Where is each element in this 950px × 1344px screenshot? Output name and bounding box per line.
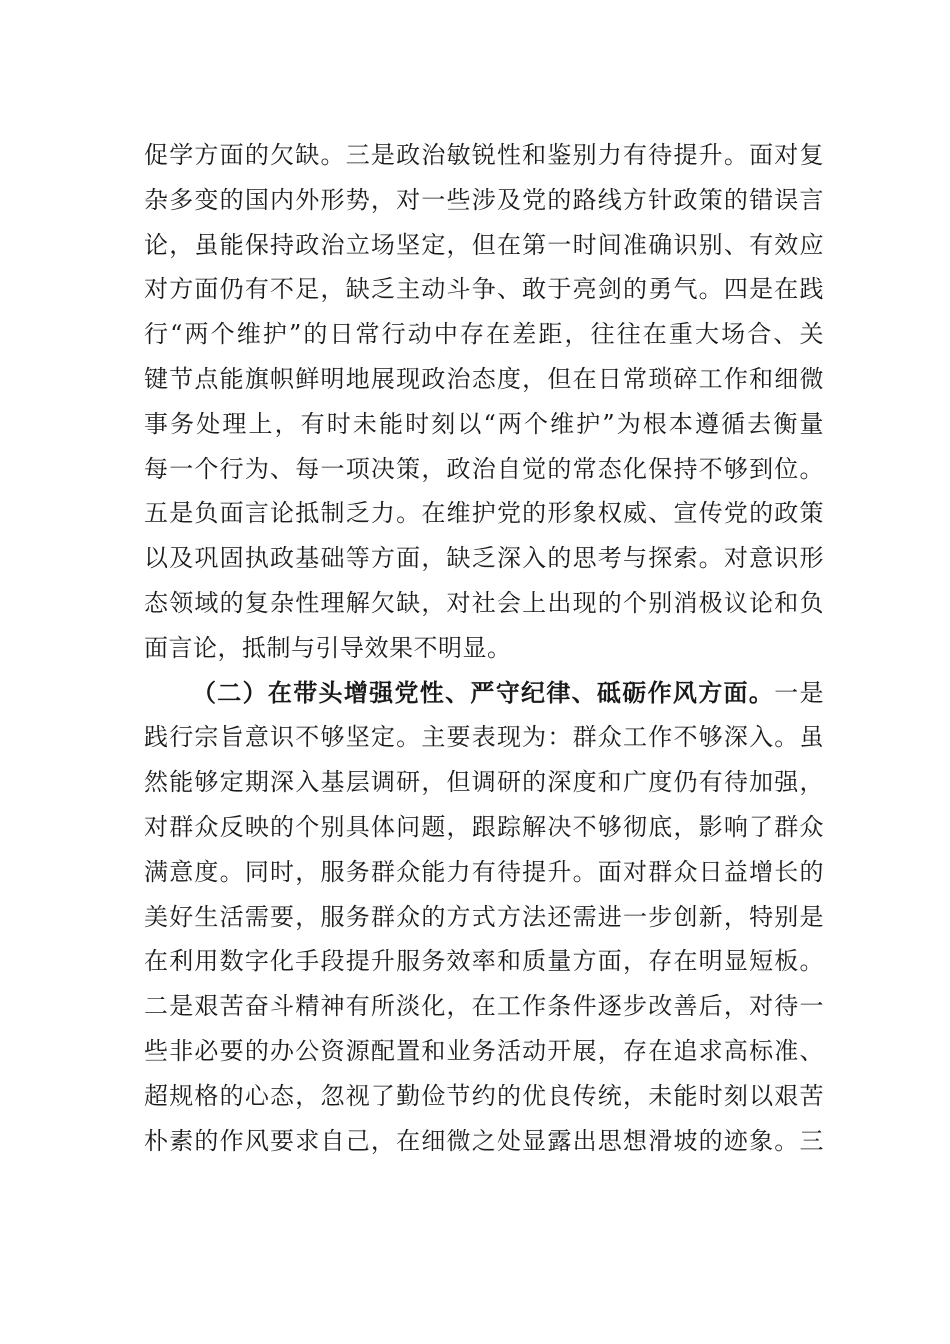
- text-line: 态领域的复杂性理解欠缺，对社会上出现的个别消极议论和负: [144, 588, 824, 617]
- text-line: 些非必要的办公资源配置和业务活动开展，存在追求高标准、: [144, 1036, 824, 1065]
- text-line: 美好生活需要，服务群众的方式方法还需进一步创新，特别是: [144, 902, 824, 931]
- text-line: 超规格的心态，忽视了勤俭节约的优良传统，未能时刻以艰苦: [144, 1081, 824, 1110]
- text-line: 践行宗旨意识不够坚定。主要表现为：群众工作不够深入。虽: [144, 723, 824, 752]
- text-line: 满意度。同时，服务群众能力有待提升。面对群众日益增长的: [144, 857, 824, 886]
- text-line: 以及巩固执政基础等方面，缺乏深入的思考与探索。对意识形: [144, 544, 824, 573]
- text-line-with-heading: [144, 671, 824, 716]
- text-line: 每一个行为、每一项决策，政治自觉的常态化保持不够到位。: [144, 454, 824, 483]
- text-line: 在利用数字化手段提升服务效率和质量方面，存在明显短板。: [144, 947, 824, 976]
- text-line: 对方面仍有不足，缺乏主动斗争、敢于亮剑的勇气。四是在践: [144, 275, 824, 304]
- text-line: 键节点能旗帜鲜明地展现政治态度，但在日常琐碎工作和细微: [144, 364, 824, 393]
- text-line: 面言论，抵制与引导效果不明显。: [144, 633, 512, 662]
- paragraph-political-awareness: [144, 133, 824, 671]
- text-line: 促学方面的欠缺。三是政治敏锐性和鉴别力有待提升。面对复: [144, 141, 824, 169]
- text-line: 事务处理上，有时未能时刻以“两个维护”为根本遵循去衡量: [144, 409, 824, 438]
- text-line: 五是负面言论抵制乏力。在维护党的形象权威、宣传党的政策: [144, 499, 824, 528]
- paragraph-party-spirit-discipline: [144, 671, 824, 1164]
- text-line: 杂多变的国内外形势，对一些涉及党的路线方针政策的错误言: [144, 185, 824, 214]
- document-body: [144, 133, 824, 1163]
- text-line: 二是艰苦奋斗精神有所淡化，在工作条件逐步改善后，对待一: [144, 992, 824, 1021]
- text-line: 对群众反映的个别具体问题，跟踪解决不够彻底，影响了群众: [144, 812, 824, 841]
- section-heading: （二）在带头增强党性、严守纪律、砥砺作风方面。: [192, 677, 775, 707]
- text-line: 然能够定期深入基层调研，但调研的深度和广度仍有待加强，: [144, 768, 824, 797]
- text-run: 一是: [774, 678, 824, 707]
- text-line: 朴素的作风要求自己，在细微之处显露出思想滑坡的迹象。三: [144, 1126, 824, 1155]
- text-line: 论，虽能保持政治立场坚定，但在第一时间准确识别、有效应: [144, 230, 824, 259]
- text-line: 行“两个维护”的日常行动中存在差距，往往在重大场合、关: [144, 320, 824, 349]
